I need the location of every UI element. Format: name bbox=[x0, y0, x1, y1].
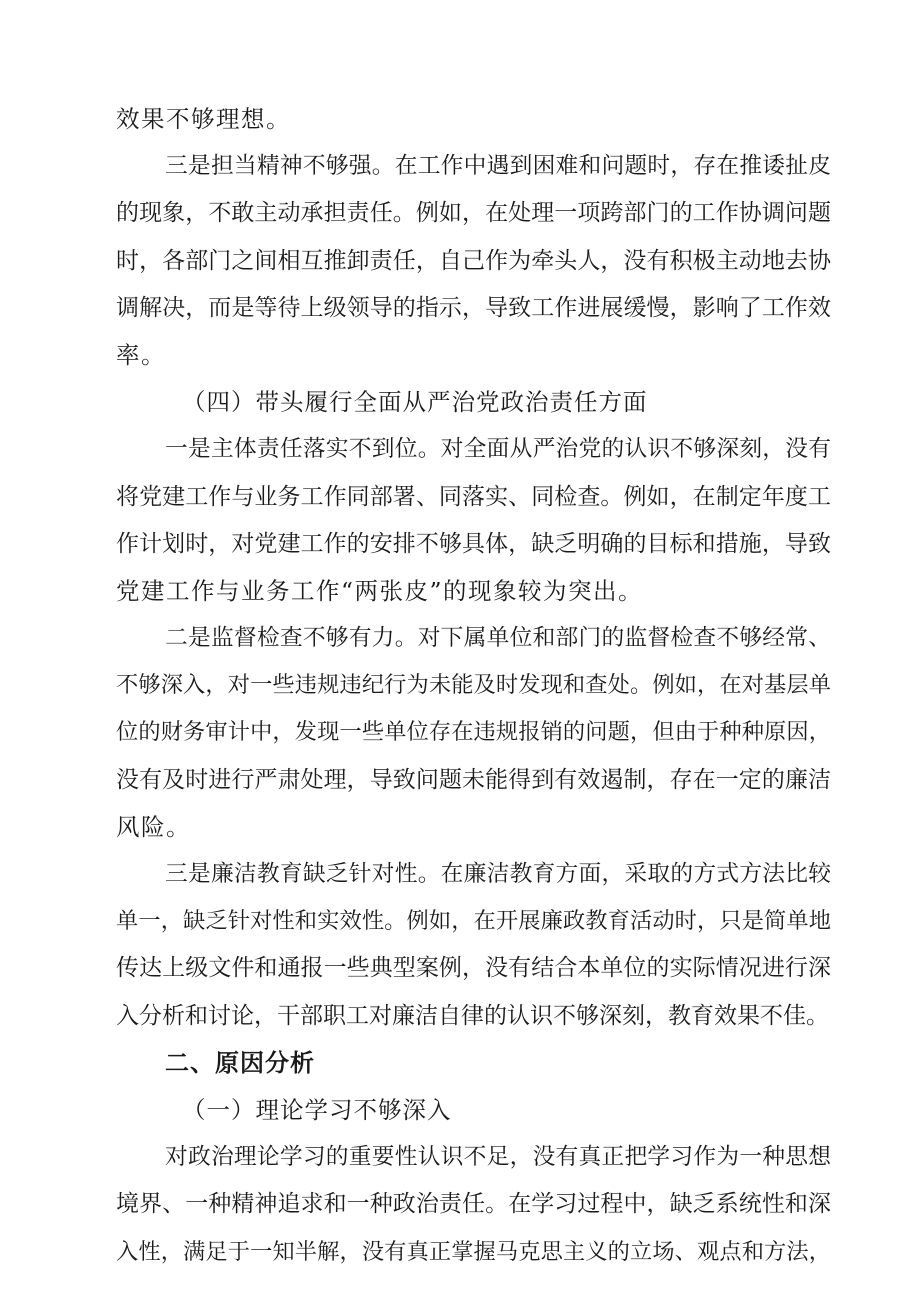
paragraph-line: 的现象，不敢主动承担责任。例如，在处理一项跨部门的工作协调问题 bbox=[116, 200, 831, 227]
section-heading: 二、原因分析 bbox=[165, 1048, 315, 1077]
paragraph-line: 风险。 bbox=[116, 812, 191, 841]
paragraph-line: 单一，缺乏针对性和实效性。例如，在开展廉政教育活动时，只是简单地 bbox=[116, 908, 831, 935]
paragraph-line: 对政治理论学习的重要性认识不足，没有真正把学习作为一种思想 bbox=[165, 1144, 831, 1171]
paragraph-line: 将党建工作与业务工作同部署、同落实、同检查。例如，在制定年度工 bbox=[116, 483, 831, 510]
document-body bbox=[116, 96, 831, 1276]
paragraph-line: 调解决，而是等待上级领导的指示，导致工作进展缓慢，影响了工作效 bbox=[116, 294, 831, 321]
paragraph-line: 没有及时进行严肃处理，导致问题未能得到有效遏制，存在一定的廉洁 bbox=[116, 766, 831, 793]
paragraph-line: 二是监督检查不够有力。对下属单位和部门的监督检查不够经常、 bbox=[165, 625, 831, 652]
paragraph-line: 不够深入，对一些违规违纪行为未能及时发现和查处。例如，在对基层单 bbox=[116, 672, 831, 699]
paragraph-line: 率。 bbox=[116, 340, 166, 369]
paragraph-line: 入分析和讨论，干部职工对廉洁自律的认识不够深刻，教育效果不佳。 bbox=[116, 1002, 829, 1029]
section-subheading: （一）理论学习不够深入 bbox=[182, 1095, 452, 1124]
paragraph-line: 三是廉洁教育缺乏针对性。在廉洁教育方面，采取的方式方法比较 bbox=[165, 861, 831, 887]
paragraph-line: 传达上级文件和通报一些典型案例，没有结合本单位的实际情况进行深 bbox=[116, 955, 831, 982]
paragraph-line: 效果不够理想。 bbox=[116, 105, 291, 133]
section-subheading: （四）带头履行全面从严治党政治责任方面 bbox=[182, 388, 648, 417]
paragraph-line: 位的财务审计中，发现一些单位存在违规报销的问题，但由于种种原因， bbox=[116, 719, 831, 746]
paragraph-line: 三是担当精神不够强。在工作中遇到困难和问题时，存在推诿扯皮 bbox=[165, 153, 831, 180]
paragraph-line: 一是主体责任落实不到位。对全面从严治党的认识不够深刻，没有 bbox=[165, 436, 831, 463]
paragraph-line: 境界、一种精神追求和一种政治责任。在学习过程中，缺乏系统性和深 bbox=[116, 1191, 831, 1218]
paragraph-line: 党建工作与业务工作“两张皮”的现象较为突出。 bbox=[116, 576, 644, 605]
paragraph-line: 入性，满足于一知半解，没有真正掌握马克思主义的立场、观点和方法， bbox=[116, 1238, 831, 1265]
paragraph-line: 作计划时，对党建工作的安排不够具体，缺乏明确的目标和措施，导致 bbox=[116, 530, 831, 557]
paragraph-line: 时，各部门之间相互推卸责任，自己作为牵头人，没有积极主动地去协 bbox=[116, 247, 831, 274]
